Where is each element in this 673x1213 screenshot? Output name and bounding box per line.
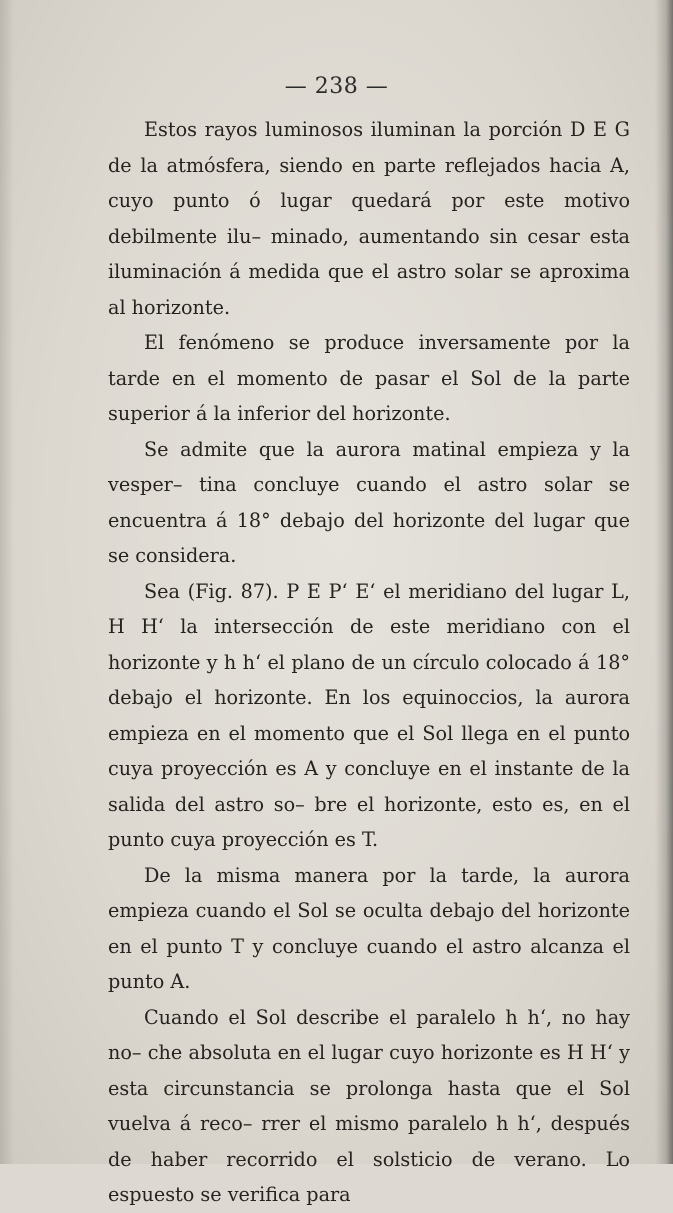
- paragraph-aurora-matinal: Se admite que la aurora matinal empieza y la vesper– tina concluye cuando el astro solar se encuentra á 18° debajo del horizonte del lugar que se considera.: [108, 437, 630, 567]
- page-left-edge-shadow: [0, 0, 14, 1164]
- paragraph-figura-87: Sea (Fig. 87). P E P‘ E‘ el meridiano del lugar L, H H‘ la intersección de este meridiano con el horizonte y h h‘ el plano de un círculo colocado á 18° debajo el horizonte. En los equinoccios, la aurora empieza en el momento que el Sol llega en el punto cuya proyección es A y concluye en el instante de la salida del astro so– bre el horizonte, esto es, en el punto cuya proyección es T.: [108, 579, 630, 851]
- page-right-edge-shadow: [655, 0, 673, 1164]
- page-number: — 238 —: [284, 74, 389, 99]
- paragraph-fenomeno-inverso: El fenómeno se produce inversamente por la tarde en el momento de pasar el Sol de la parte superior á la inferior del horizonte.: [108, 331, 630, 425]
- paragraph-rayos-luminosos: Estos rayos luminosos iluminan la porción D E G de la atmósfera, siendo en parte reflejados hacia A, cuyo punto ó lugar quedará por este motivo debilmente ilu– minado, aumentando sin cesar esta iluminación á medida que el astro solar se aproxima al horizonte.: [108, 118, 630, 319]
- body-text: [108, 112, 630, 1213]
- paragraph-por-la-tarde: De la misma manera por la tarde, la aurora empieza cuando el Sol se oculta debajo del horizonte en el punto T y concluye cuando el astro alcanza el punto A.: [108, 863, 630, 993]
- paragraph-paralelo: Cuando el Sol describe el paralelo h h‘, no hay no– che absoluta en el lugar cuyo horizonte es H H‘ y esta circunstancia se prolonga hasta que el Sol vuelva á reco– rrer el mismo paralelo h h‘, después de haber recorrido el solsticio de verano. Lo espuesto se verifica para: [108, 1005, 630, 1206]
